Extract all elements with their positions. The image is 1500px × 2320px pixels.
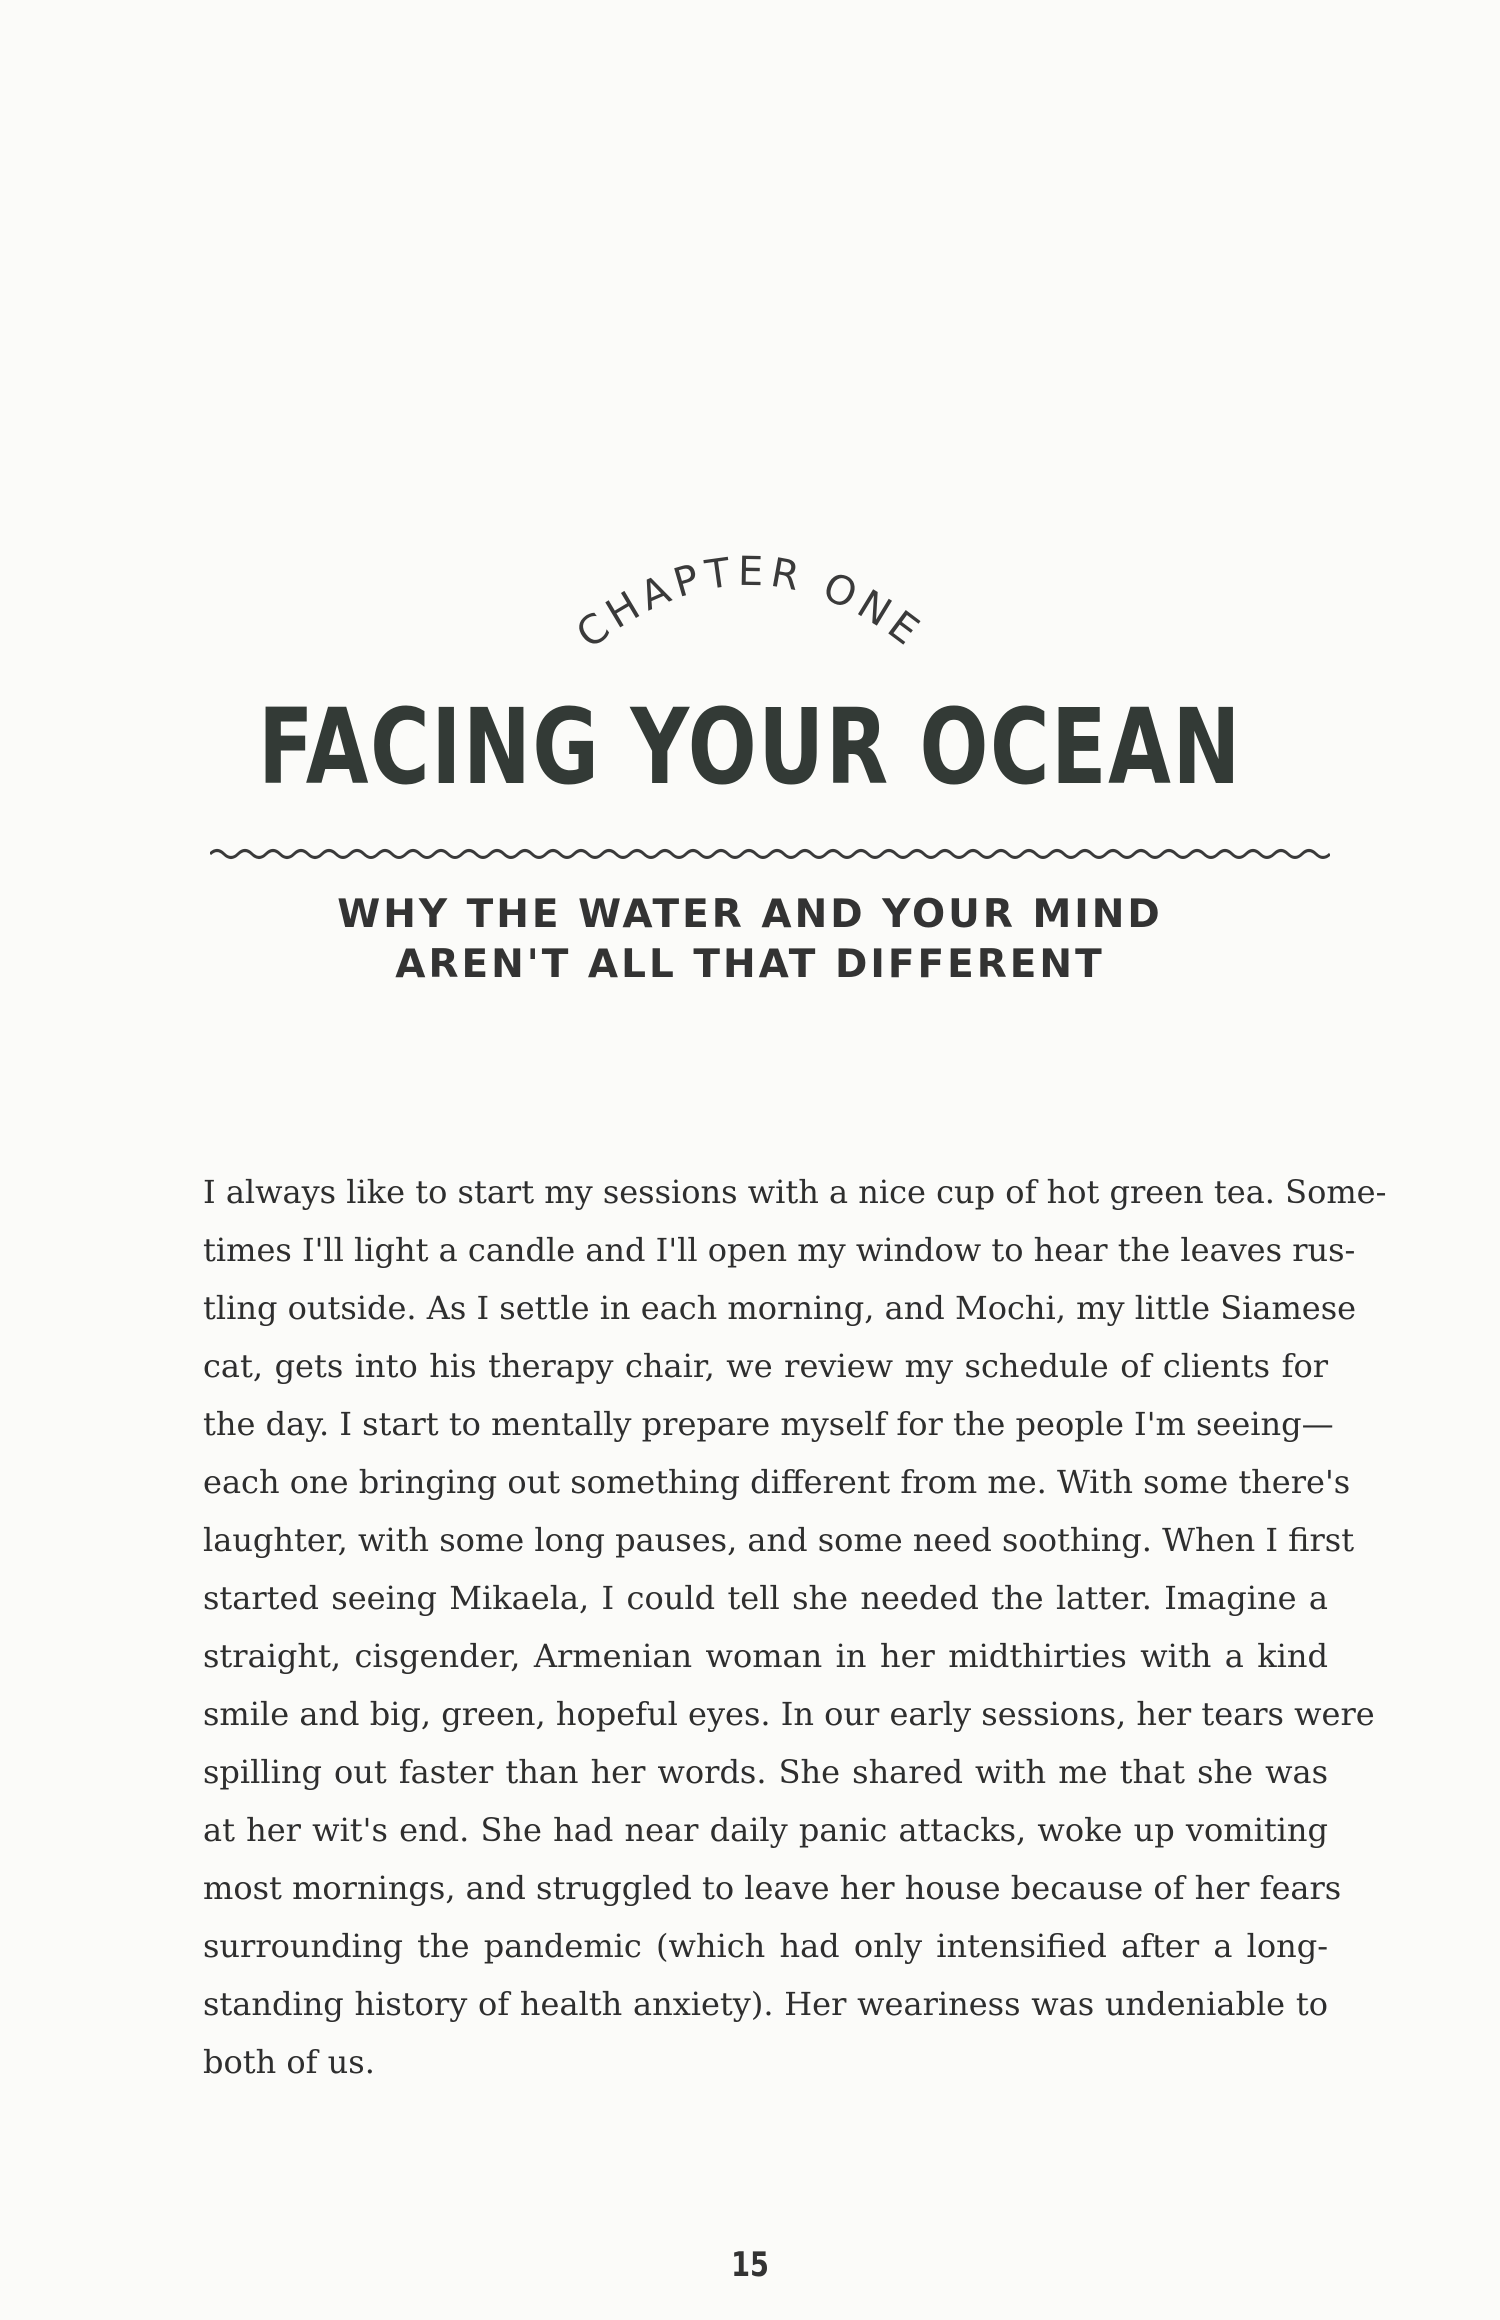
body-line: tling outside. As I settle in each morning, and Mochi, my little Siamese <box>203 1289 1357 1327</box>
chapter-label: CHAPTER ONE <box>568 548 932 658</box>
body-line: smile and big, green, hopeful eyes. In our early sessions, her tears were <box>203 1695 1375 1733</box>
body-line: most mornings, and struggled to leave her house because of her fears <box>203 1869 1342 1907</box>
body-line: I always like to start my sessions with a nice cup of hot green tea. Some- <box>203 1173 1387 1211</box>
body-line: each one bringing out something different from me. With some there's <box>203 1463 1351 1501</box>
wave-divider <box>210 842 1330 866</box>
chapter-subtitle-line-2: AREN'T ALL THAT DIFFERENT <box>395 942 1105 987</box>
page-number: 15 <box>731 2245 769 2285</box>
body-line: straight, cisgender, Armenian woman in her midthirties with a kind <box>203 1637 1328 1675</box>
body-line: the day. I start to mentally prepare myself for the people I'm seeing— <box>203 1405 1334 1443</box>
chapter-subtitle-line-1: WHY THE WATER AND YOUR MIND <box>337 892 1163 937</box>
body-line: both of us. <box>203 2043 375 2081</box>
chapter-title: FACING YOUR OCEAN <box>258 686 1242 808</box>
chapter-subtitle <box>0 890 1500 990</box>
body-line: laughter, with some long pauses, and some need soothing. When I first <box>203 1521 1355 1559</box>
chapter-label-arc <box>550 500 950 680</box>
body-line: times I'll light a candle and I'll open my window to hear the leaves rus- <box>203 1231 1356 1269</box>
body-line: spilling out faster than her words. She shared with me that she was <box>203 1753 1328 1791</box>
body-line: cat, gets into his therapy chair, we review my schedule of clients for <box>203 1347 1328 1385</box>
body-line: at her wit's end. She had near daily panic attacks, woke up vomiting <box>203 1811 1328 1849</box>
body-line: surrounding the pandemic (which had only intensified after a long- <box>203 1927 1328 1965</box>
body-paragraph <box>203 1163 1387 2091</box>
body-line: standing history of health anxiety). Her weariness was undeniable to <box>203 1985 1328 2023</box>
body-line: started seeing Mikaela, I could tell she needed the latter. Imagine a <box>203 1579 1328 1617</box>
